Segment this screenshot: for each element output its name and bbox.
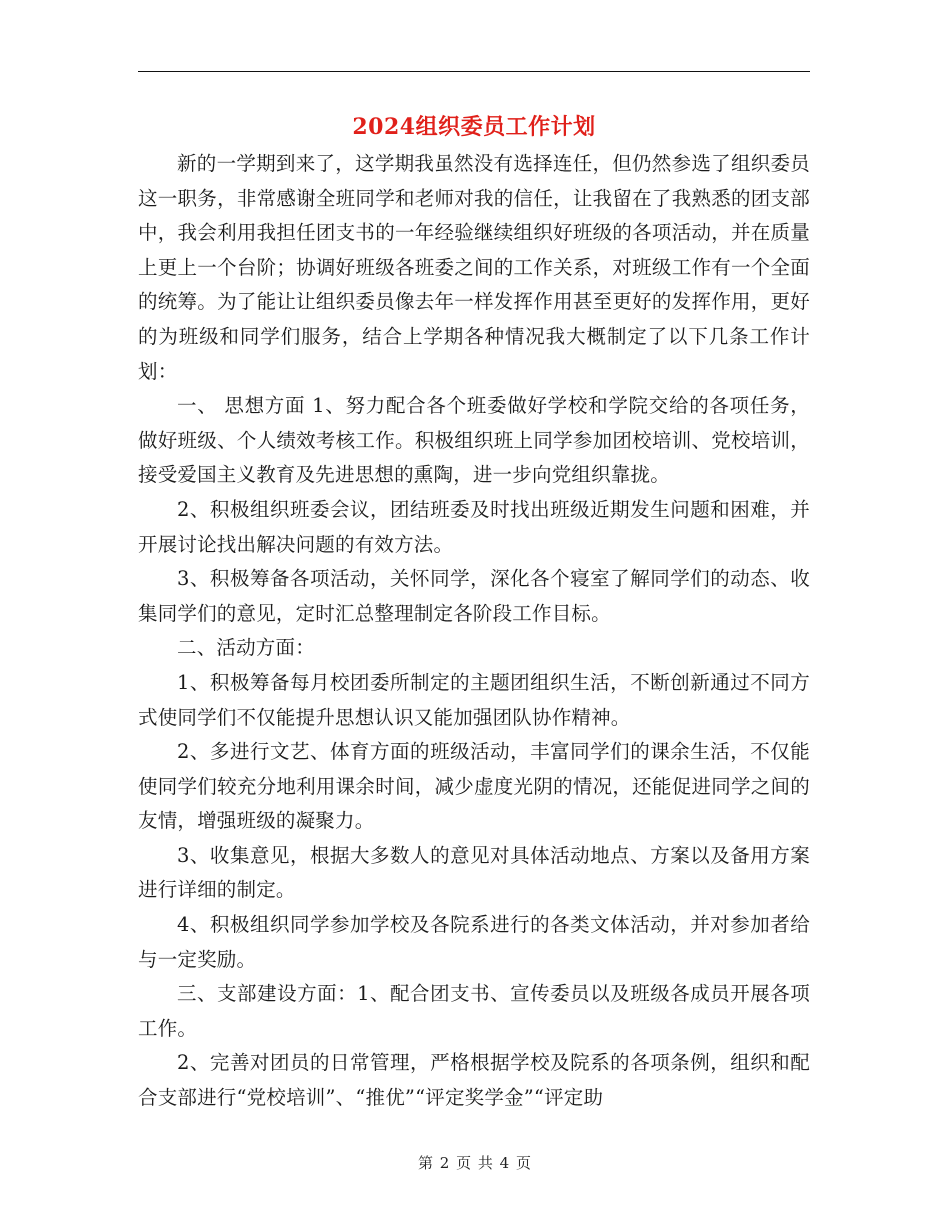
paragraph-thought-2: 2、积极组织班委会议，团结班委及时找出班级近期发生问题和困难，并开展讨论找出解决问题的有效方法。 [138, 497, 810, 556]
document-body [138, 147, 810, 1116]
paragraph-activity-1: 1、积极筹备每月校团委所制定的主题团组织生活，不断创新通过不同方式使同学们不仅能提升思想认识又能加强团队协作精神。 [138, 670, 810, 729]
document-title: 2024组织委员工作计划 [352, 114, 596, 140]
paragraph-branch-1: 三、支部建设方面：1、配合团支书、宣传委员以及班级各成员开展各项工作。 [138, 982, 810, 1040]
page-number-footer: 第 2 页 共 4 页 [418, 1154, 532, 1172]
paragraph-activity-2: 2、多进行文艺、体育方面的班级活动，丰富同学们的课余生活，不仅能使同学们较充分地利用课余时间，减少虚度光阴的情况，还能促进同学之间的友情，增强班级的凝聚力。 [138, 740, 810, 833]
paragraph-intro: 新的一学期到来了，这学期我虽然没有选择连任，但仍然参选了组织委员这一职务，非常感谢全班同学和老师对我的信任，让我留在了我熟悉的团支部中，我会利用我担任团支书的一年经验继续组织好班级的各项活动，并在质量上更上一个台阶；协调好班级各班委之间的工作关系，对班级工作有一个全面的统筹。为了能让让组织委员像去年一样发挥作用甚至更好的发挥作用，更好的为班级和同学们服务，结合上学期各种情况我大概制定了以下几条工作计划： [138, 152, 810, 383]
header-rule [138, 71, 810, 72]
paragraph-branch-2: 2、完善对团员的日常管理，严格根据学校及院系的各项条例，组织和配合支部进行“党校培训”、“推优”“评定奖学金”“评定助 [138, 1051, 810, 1110]
paragraph-thought-1: 一、 思想方面 1、努力配合各个班委做好学校和学院交给的各项任务，做好班级、个人绩效考核工作。积极组织班上同学参加团校培训、党校培训，接受爱国主义教育及先进思想的熏陶，进一步向党组织靠拢。 [138, 394, 810, 487]
paragraph-activity-4: 4、积极组织同学参加学校及各院系进行的各类文体活动，并对参加者给与一定奖励。 [138, 913, 810, 971]
paragraph-activity-3: 3、收集意见，根据大多数人的意见对具体活动地点、方案以及备用方案进行详细的制定。 [138, 843, 810, 902]
section-heading-activities: 二、活动方面： [177, 636, 315, 660]
paragraph-thought-3: 3、积极筹备各项活动，关怀同学，深化各个寝室了解同学们的动态、收集同学们的意见，定时汇总整理制定各阶段工作目标。 [138, 567, 810, 625]
